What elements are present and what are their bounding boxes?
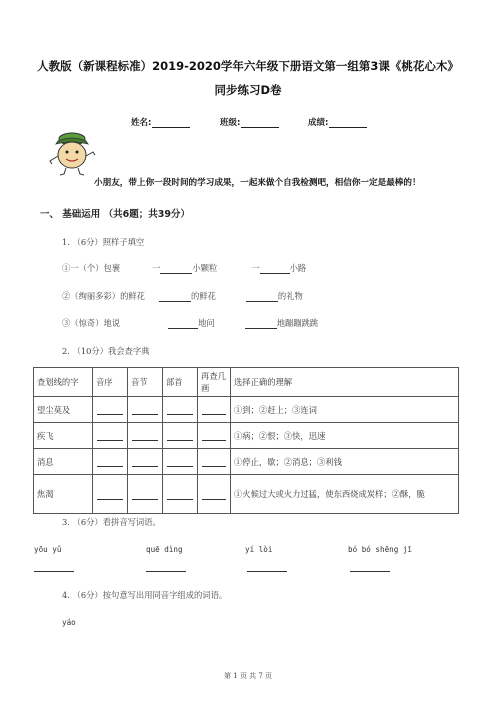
q1-row1: ①一（个）包裹 一 小颗粒 一 小路 xyxy=(62,263,307,273)
blank-cell xyxy=(128,397,163,423)
blank-cell xyxy=(128,449,163,475)
q3-answer-blank-2 xyxy=(146,571,186,572)
blank-cell xyxy=(163,397,198,423)
section-1-heading: 一、 基础运用 （共6题；共39分） xyxy=(40,209,190,220)
slogan-text: 小朋友，带上你一段时间的学习成果，一起来做个自我检测吧，相信你一定是最棒的！ xyxy=(94,178,421,188)
blank-cell xyxy=(128,475,163,514)
header-cell: 音节 xyxy=(128,368,163,397)
q3-pinyin-2: quē dìng xyxy=(146,545,183,554)
blank-cell xyxy=(163,423,198,449)
blank-cell xyxy=(93,475,128,514)
meaning-cell: ①停止，歇；②消息；③利钱 xyxy=(231,449,459,475)
q3-pinyin-4: bó bó shēng jī xyxy=(348,545,413,554)
doc-title-line1: 人教版（新课程标准）2019-2020学年六年级下册语文第一组第3课《桃花心木》 xyxy=(37,59,459,73)
header-cell: 部首 xyxy=(163,368,198,397)
q3-answer-blank-3 xyxy=(247,571,287,572)
q3-answer-blank-1 xyxy=(34,571,74,572)
q3-answer-blank-4 xyxy=(350,571,390,572)
blank-cell xyxy=(198,423,231,449)
word-cell: 望尘莫及 xyxy=(34,397,93,423)
word-cell: 焦渴 xyxy=(34,475,93,514)
q4-title: 4. （6分）按句意写出用同音字组成的词语。 xyxy=(62,590,228,600)
blank-cell xyxy=(163,449,198,475)
table-header-row xyxy=(34,368,459,397)
table-row xyxy=(34,449,459,475)
blank-cell xyxy=(93,423,128,449)
blank-cell xyxy=(93,449,128,475)
header-cell: 音序 xyxy=(93,368,128,397)
meaning-cell: ①火候过大或火力过猛，使东西烧成炭样；②酥，脆 xyxy=(231,475,459,514)
score-field: 成绩: xyxy=(308,116,367,128)
q3-pinyin-3: yí lòi xyxy=(245,545,273,554)
blank-cell xyxy=(198,449,231,475)
q1-row3: ③（惊奇）地说 地问 地蹦蹦跳跳 xyxy=(62,318,319,328)
meaning-cell: ①到；②赶上；③连词 xyxy=(231,397,459,423)
table-row xyxy=(34,423,459,449)
blank-cell xyxy=(198,475,231,514)
table-row xyxy=(34,397,459,423)
header-cell: 查划线的字 xyxy=(34,368,93,397)
name-field: 姓名: xyxy=(131,116,190,128)
table-row xyxy=(34,475,459,514)
header-cell: 再查几画 xyxy=(198,368,231,397)
doc-title-line2: 同步练习D卷 xyxy=(214,83,282,97)
q3-pinyin-1: yōu yǔ xyxy=(34,545,62,554)
q2-title: 2. （10分）我会查字典 xyxy=(62,346,150,356)
meaning-cell: ①病；②恨；③快，迅速 xyxy=(231,423,459,449)
blank-cell xyxy=(163,475,198,514)
page-footer: 第 1 页 共 7 页 xyxy=(223,672,273,680)
word-cell: 消息 xyxy=(34,449,93,475)
class-field: 班级: xyxy=(220,116,279,128)
q1-row2: ②（绚丽多彩）的鲜花 的鲜花 的礼物 xyxy=(62,291,303,301)
word-cell: 疾飞 xyxy=(34,423,93,449)
q3-title: 3. （6分）看拼音写词语。 xyxy=(62,517,161,527)
blank-cell xyxy=(128,423,163,449)
blank-cell xyxy=(198,397,231,423)
header-cell: 选择正确的理解 xyxy=(231,368,459,397)
q1-title: 1. （6分）照样子填空 xyxy=(62,237,145,247)
blank-cell xyxy=(93,397,128,423)
q4-pinyin: yáo xyxy=(62,618,76,627)
mascot-icon xyxy=(46,128,98,176)
dictionary-table xyxy=(33,367,459,514)
